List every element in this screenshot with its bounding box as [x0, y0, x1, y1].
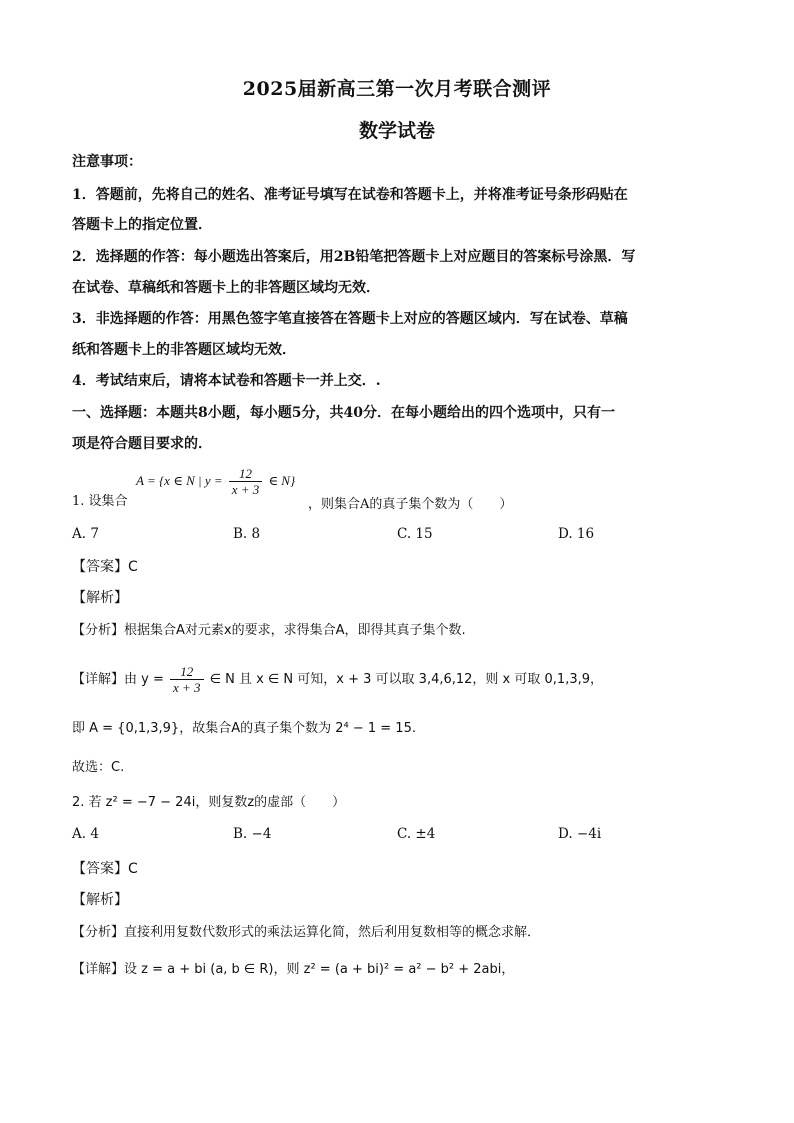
fraction: $\frac{12}{x + 3}$	[170, 664, 204, 695]
option-c: C. 15	[397, 526, 433, 542]
analysis-tag: 【解析】	[72, 590, 128, 606]
option-d: D. 16	[558, 526, 595, 542]
answer-value: C	[128, 559, 138, 575]
analysis-line: 【分析】直接利用复数代数形式的乘法运算化简，然后利用复数相等的概念求解．	[72, 925, 541, 940]
question-1-number: 1. 设集合	[72, 494, 128, 509]
answer-line: 【答案】C	[72, 861, 138, 877]
question-1-set-expression: A = {x ∈ N | y = $\frac{12}{x + 3}$ ∈ N}	[136, 466, 296, 497]
answer-value: C	[128, 861, 138, 877]
question-2-stem: 2. 若 z² = −7 − 24i，则复数z的虚部（ ）	[72, 795, 346, 810]
option-d: D. −4i	[558, 826, 602, 842]
notice-line: 答题卡上的指定位置．	[72, 217, 212, 233]
option-a: A. 4	[72, 826, 99, 842]
option-a: A. 7	[72, 526, 99, 542]
notice-heading: 注意事项：	[72, 154, 142, 170]
notice-line: 4．考试结束后，请将本试卷和答题卡一并上交．.	[72, 373, 381, 389]
notice-line: 1．答题前，先将自己的姓名、准考证号填写在试卷和答题卡上，并将准考证号条形码贴在	[72, 187, 628, 203]
analysis-line: 【分析】根据集合A对元素x的要求，求得集合A，即得其真子集个数.	[72, 623, 466, 638]
question-1-suffix: ，则集合A的真子集个数为（ ）	[308, 497, 513, 512]
section-heading: 项是符合题目要求的．	[72, 436, 212, 452]
detail-line: 【详解】由 y = $\frac{12}{x + 3}$ ∈ N 且 x ∈ N 可知，x + 3 可以取 3,4,6,12，则 x 可取 0,1,3,9，	[72, 664, 603, 695]
conclusion-line: 故选：C.	[72, 760, 125, 775]
section-heading: 一、选择题：本题共8小题，每小题5分，共40分．在每小题给出的四个选项中，只有一	[72, 405, 615, 421]
answer-line: 【答案】C	[72, 559, 138, 575]
analysis-tag: 【解析】	[72, 892, 128, 908]
option-b: B. 8	[233, 526, 261, 542]
notice-line: 在试卷、草稿纸和答题卡上的非答题区域均无效．	[72, 280, 380, 296]
exam-subtitle: 数学试卷	[358, 120, 435, 142]
notice-line: 2．选择题的作答：每小题选出答案后，用2B铅笔把答题卡上对应题目的答案标号涂黑．写	[72, 249, 636, 265]
detail-line: 即 A = {0,1,3,9}，故集合A的真子集个数为 2⁴ − 1 = 15.	[72, 721, 416, 736]
detail-line: 【详解】设 z = a + bi (a, b ∈ R)，则 z² = (a + bi)² = a² − b² + 2abi，	[72, 962, 515, 977]
notice-line: 纸和答题卡上的非答题区域均无效．	[72, 342, 296, 358]
option-c: C. ±4	[397, 826, 436, 842]
exam-title: 2025届新高三第一次月考联合测评	[242, 78, 552, 100]
notice-line: 3．非选择题的作答：用黑色签字笔直接答在答题卡上对应的答题区域内．写在试卷、草稿	[72, 311, 628, 327]
fraction: $\frac{12}{x + 3}$	[229, 466, 263, 497]
option-b: B. −4	[233, 826, 272, 842]
